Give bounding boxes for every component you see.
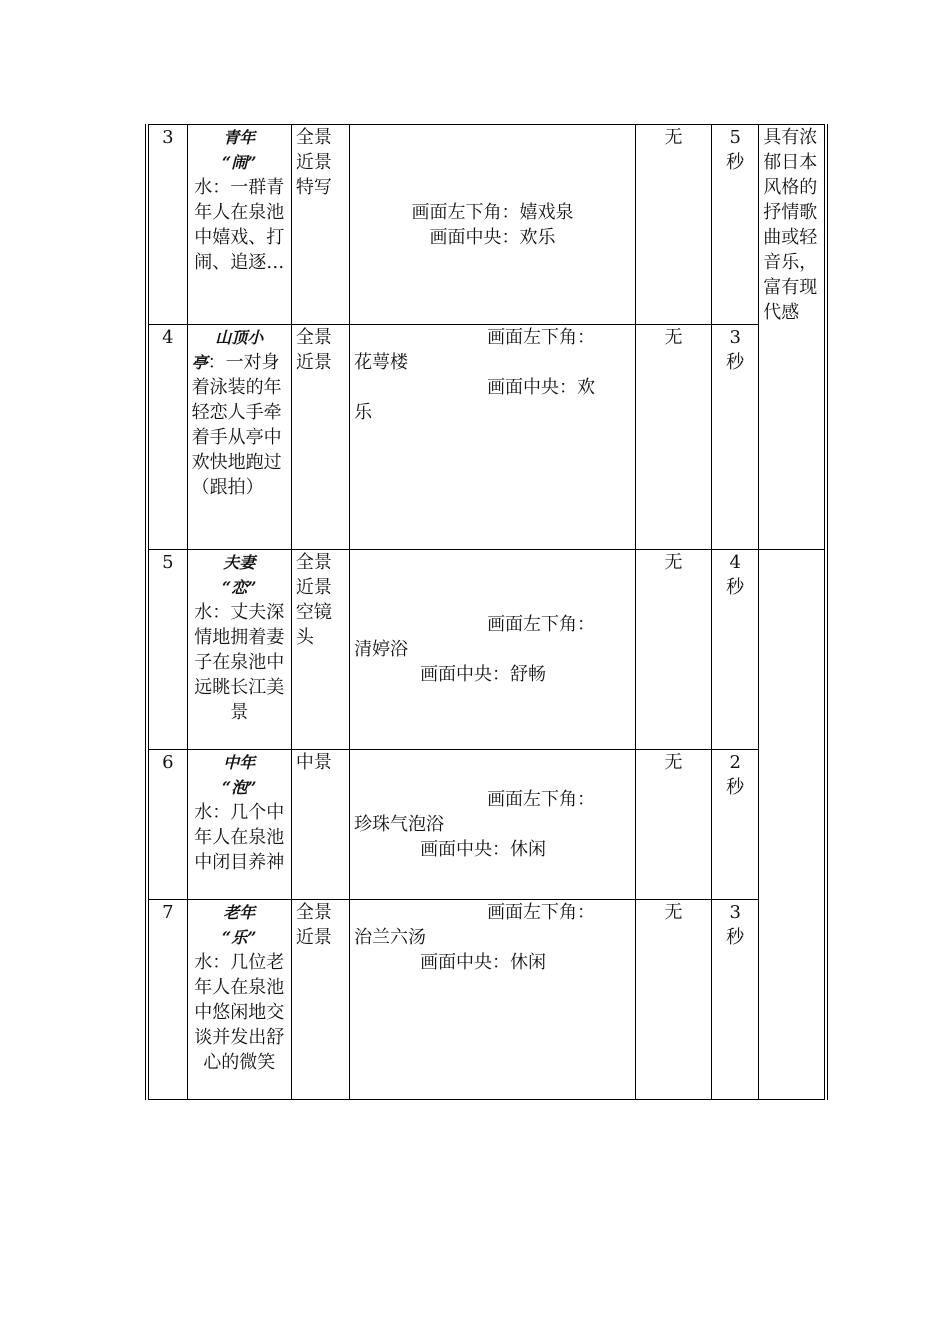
music-cell: 具有浓郁日本风格的抒情歌曲或轻音乐，富有现代感 [759, 125, 826, 550]
duration-cell [712, 550, 759, 750]
music-cell-empty [759, 550, 826, 1100]
subtitle-line: 画面中央：休闲 [420, 839, 547, 860]
subtitle-cell [350, 550, 636, 750]
duration-cell [712, 125, 759, 325]
scene-title: 中年 [223, 753, 256, 772]
table-row [147, 325, 826, 550]
shot-number: 5 [147, 550, 187, 750]
scene-title-sub: 亭 [191, 353, 208, 372]
duration-value: 3 [729, 902, 741, 923]
scene-description [187, 325, 291, 550]
duration-value: 3 [729, 327, 741, 348]
shot-number: 4 [147, 325, 187, 550]
table-row [147, 750, 826, 900]
scene-title: 老年 [223, 903, 256, 922]
subtitle-line: 花萼楼 [354, 352, 409, 373]
sound-cell: 无 [635, 900, 711, 1100]
shot-type: 全景近景空镜头 [291, 550, 349, 750]
sound-cell: 无 [635, 550, 711, 750]
subtitle-line: 珍珠气泡浴 [354, 814, 445, 835]
duration-value: 2 [729, 752, 741, 773]
scene-text: 水：一群青年人在泉池中嬉戏、打闹、追逐… [194, 177, 285, 273]
scene-text: 水：几位老年人在泉池中悠闲地交谈并发出舒心的微笑 [194, 952, 285, 1073]
duration-unit: 秒 [726, 777, 745, 798]
duration-unit: 秒 [726, 152, 745, 173]
shot-number: 6 [147, 750, 187, 900]
subtitle-line: 画面中央：欢乐 [429, 226, 556, 248]
table-row [147, 550, 826, 750]
duration-unit: 秒 [726, 352, 745, 373]
subtitle-line: 画面左下角：嬉戏泉 [411, 201, 574, 223]
subtitle-line: 治兰六汤 [354, 927, 427, 948]
duration-cell [712, 325, 759, 550]
duration-unit: 秒 [726, 927, 745, 948]
subtitle-cell [350, 325, 636, 550]
shot-number: 7 [147, 900, 187, 1100]
scene-text: 水：几个中年人在泉池中闭目养神 [194, 802, 285, 873]
scene-title-sub: “乐” [222, 928, 257, 947]
duration-unit: 秒 [726, 577, 745, 598]
scene-title: 青年 [223, 128, 256, 147]
subtitle-line: 画面中央：休闲 [420, 952, 547, 973]
scene-title-sub: “闹” [222, 153, 257, 172]
subtitle-line: 清婷浴 [354, 639, 409, 660]
scene-text: 水：丈夫深情地拥着妻子在泉池中远眺长江美景 [194, 602, 285, 723]
shot-number: 3 [147, 125, 187, 325]
duration-value: 4 [729, 552, 741, 573]
scene-title-sub: “恋” [222, 578, 257, 597]
subtitle-line: 画面中央：舒畅 [420, 664, 547, 685]
scene-title-sub: “泡” [222, 778, 257, 797]
sound-cell: 无 [635, 125, 711, 325]
shot-type: 全景近景 [291, 325, 349, 550]
subtitle-line: 画面左下角： [487, 789, 596, 810]
shot-type: 全景近景特写 [291, 125, 349, 325]
sound-cell: 无 [635, 325, 711, 550]
subtitle-cell [350, 900, 636, 1100]
subtitle-line: 乐 [354, 402, 373, 423]
subtitle-cell [350, 750, 636, 900]
sound-cell: 无 [635, 750, 711, 900]
shot-type: 全景近景 [291, 900, 349, 1100]
scene-description [187, 750, 291, 900]
duration-cell [712, 750, 759, 900]
subtitle-cell [350, 125, 636, 325]
table-row [147, 900, 826, 1100]
scene-description [187, 550, 291, 750]
scene-text: ：一对身着泳装的年轻恋人手牵着手从亭中欢快地跑过（跟拍） [191, 352, 282, 498]
scene-title: 夫妻 [223, 553, 256, 572]
scene-description [187, 125, 291, 325]
shot-type: 中景 [291, 750, 349, 900]
table-row [147, 125, 826, 325]
duration-value: 5 [729, 127, 741, 148]
subtitle-line: 画面左下角： [487, 614, 596, 635]
subtitle-line: 画面中央：欢 [487, 377, 596, 398]
scene-description [187, 900, 291, 1100]
storyboard-table [145, 124, 828, 1100]
subtitle-line: 画面左下角： [487, 327, 596, 348]
duration-cell [712, 900, 759, 1100]
scene-title-wrap [192, 325, 287, 350]
subtitle-line: 画面左下角： [487, 902, 596, 923]
scene-text-wrap [192, 350, 287, 500]
scene-title: 山顶小 [215, 328, 264, 347]
